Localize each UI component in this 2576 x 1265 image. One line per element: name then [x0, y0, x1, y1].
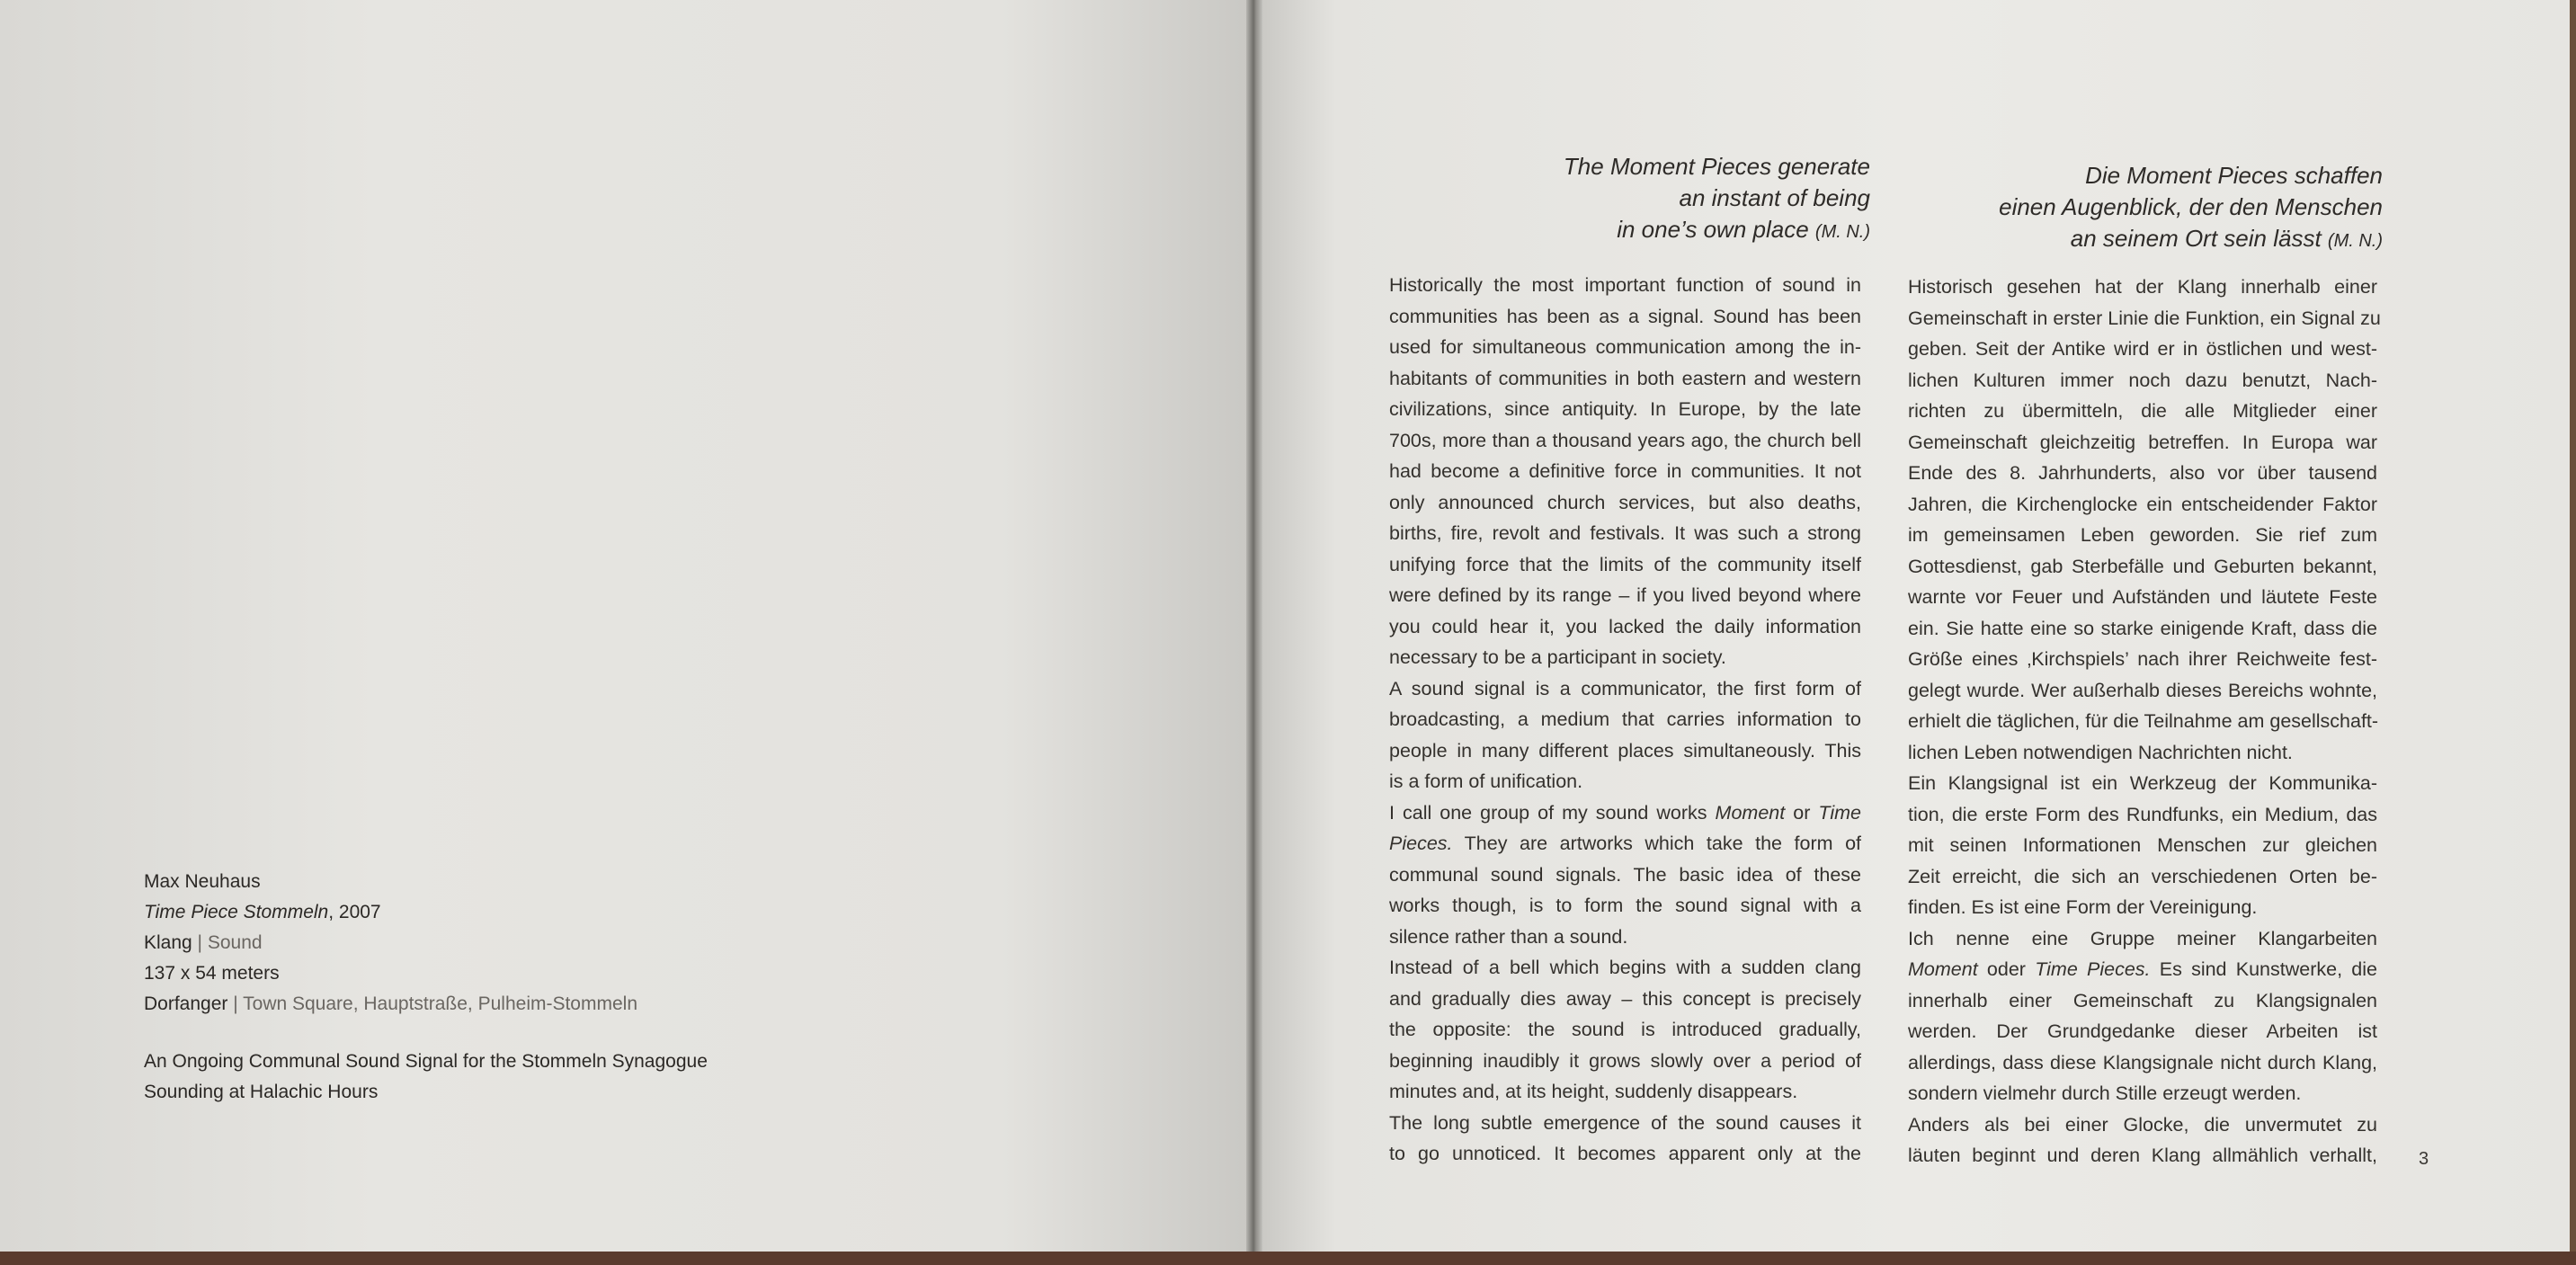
text-line: works though, is to form the sound signal with a	[1389, 895, 1861, 916]
text-line: habitants of communities in both eastern and western	[1389, 367, 1861, 389]
motto-english	[1529, 151, 1870, 248]
text-line: used for simultaneous communication among the in-	[1389, 336, 1861, 358]
motto-en-line: an instant of being	[1679, 184, 1870, 211]
english-text-column	[1389, 270, 1861, 1170]
text-line: erhielt die täglichen, für die Teilnahme am gesellschaft-	[1908, 710, 2379, 732]
text-line: broadcasting, a medium that carries information to	[1389, 708, 1861, 730]
motto-de-text: an seinem Ort sein lässt	[2070, 225, 2322, 252]
text-line-mixed	[1389, 797, 1861, 829]
motto-de-line-3	[1933, 223, 2383, 257]
motto-de-line: einen Augenblick, der den Menschen	[1999, 193, 2383, 220]
text-line: were defined by its range – if you lived beyond where	[1389, 584, 1861, 606]
text-line: births, fire, revolt and festivals. It was such a strong	[1389, 522, 1861, 544]
text-line: civilizations, since antiquity. In Europe, by the late	[1389, 398, 1861, 420]
text-line: geben. Seit der Antike wird er in östlichen und west-	[1908, 338, 2377, 360]
location-en: Town Square, Hauptstraße, Pulheim-Stommeln	[243, 993, 637, 1014]
german-text-column	[1908, 272, 2381, 1171]
location-de: Dorfanger	[144, 993, 228, 1014]
text-line: Jahren, die Kirchenglocke ein entscheidender Faktor	[1908, 493, 2377, 515]
text-line: Ende des 8. Jahrhunderts, also vor über tausend	[1908, 462, 2377, 484]
medium-separator: |	[192, 932, 208, 953]
text-line: communities has been as a signal. Sound has been	[1389, 305, 1861, 327]
text-line: Ein Klangsignal ist ein Werkzeug der Kommunika-	[1908, 772, 2377, 794]
text-line: communal sound signals. The basic idea of these	[1389, 863, 1861, 886]
subtitle-line-1: An Ongoing Communal Sound Signal for the Stommeln Synagogue	[144, 1051, 708, 1072]
text-line: Instead of a bell which begins with a sudden clang	[1389, 957, 1861, 978]
text-line: and gradually dies away – this concept is precisely	[1389, 987, 1861, 1010]
text-line: gelegt wurde. Wer außerhalb dieses Bereichs wohnte,	[1908, 679, 2377, 701]
dimensions: 137 x 54 meters	[144, 963, 280, 984]
text-segment: oder	[1986, 958, 2026, 980]
text-line: unifying force that the limits of the community itself	[1389, 553, 1861, 575]
text-line: Gemeinschaft in erster Linie die Funktion, ein Signal zu	[1908, 307, 2381, 329]
medium-line	[144, 928, 827, 958]
text-line: richten zu übermitteln, die alle Mitglieder einer	[1908, 400, 2377, 422]
text-line: warnte vor Feuer und Aufständen und läutete Feste	[1908, 586, 2377, 608]
text-line: werden. Der Grundgedanke dieser Arbeiten ist	[1908, 1020, 2377, 1042]
text-line: im gemeinsamen Leben geworden. Sie rief zum	[1908, 524, 2377, 546]
text-emphasis: Time	[1818, 801, 1861, 824]
text-line: you could hear it, you lacked the daily information	[1389, 615, 1861, 637]
work-credits	[144, 867, 827, 1108]
work-title: Time Piece Stommeln	[144, 902, 329, 922]
motto-german	[1933, 160, 2383, 257]
text-line: läuten beginnt und deren Klang allmählich verhallt,	[1908, 1145, 2377, 1166]
text-line: The long subtle emergence of the sound causes it	[1389, 1111, 1861, 1134]
text-line: mit seinen Informationen Menschen zur gleichen	[1908, 834, 2377, 856]
page-number: 3	[2419, 1149, 2429, 1169]
text-line: Historisch gesehen hat der Klang innerhalb einer	[1908, 276, 2377, 298]
text-emphasis: Pieces.	[1389, 833, 1453, 854]
text-line: Anders als bei einer Glocke, die unvermutet zu	[1908, 1113, 2377, 1136]
text-line: sondern vielmehr durch Stille erzeugt werden.	[1908, 1082, 2302, 1104]
text-emphasis: Moment	[1715, 801, 1786, 824]
motto-de-line: Die Moment Pieces schaffen	[2085, 162, 2383, 189]
text-line: lichen Leben notwendigen Nachrichten nicht.	[1908, 741, 2293, 763]
text-line: Gemeinschaft gleichzeitig betreffen. In Europa war	[1908, 431, 2377, 453]
text-line: necessary to be a participant in society.	[1389, 646, 1726, 668]
text-segment: Es sind Kunstwerke, die	[2159, 958, 2377, 980]
motto-en-line-3	[1529, 214, 1870, 248]
medium-en: Sound	[207, 932, 263, 953]
location-separator: |	[227, 993, 244, 1014]
text-line: Ich nenne eine Gruppe meiner Klangarbeiten	[1908, 927, 2377, 949]
table-surface	[0, 1252, 2576, 1265]
text-line: ein. Sie hatte eine so starke einigende Kraft, dass die	[1908, 617, 2377, 639]
text-emphasis: Time Pieces.	[2035, 958, 2151, 980]
text-line: beginning inaudibly it grows slowly over a period of	[1389, 1049, 1861, 1072]
text-line: finden. Es ist eine Form der Vereinigung.	[1908, 896, 2258, 918]
text-line: tion, die erste Form des Rundfunks, ein Medium, das	[1908, 803, 2377, 825]
text-emphasis: Moment	[1908, 958, 1978, 980]
work-title-line	[144, 897, 827, 928]
motto-en-line: The Moment Pieces generate	[1563, 153, 1870, 180]
text-line: innerhalb einer Gemeinschaft zu Klangsignalen	[1908, 989, 2377, 1011]
text-line: Größe eines ‚Kirchspiels’ nach ihrer Reichweite fest-	[1908, 648, 2377, 670]
location-line	[144, 989, 827, 1020]
text-line: people in many different places simultaneously. This	[1389, 739, 1861, 762]
text-line: Zeit erreicht, die sich an verschiedenen Orten be-	[1908, 865, 2377, 887]
text-line: allerdings, dass diese Klangsignale nicht durch Klang,	[1908, 1051, 2377, 1073]
subtitle-line-2: Sounding at Halachic Hours	[144, 1082, 379, 1102]
text-line: only announced church services, but also deaths,	[1389, 491, 1861, 513]
motto-de-initials: (M. N.)	[2327, 231, 2383, 251]
text-line: 700s, more than a thousand years ago, the church bell	[1389, 429, 1861, 451]
text-line: minutes and, at its height, suddenly disappears.	[1389, 1081, 1798, 1102]
text-line: lichen Kulturen immer noch dazu benutzt, Nach-	[1908, 369, 2377, 391]
text-line: the opposite: the sound is introduced gradually,	[1389, 1019, 1861, 1040]
text-line-mixed	[1908, 954, 2377, 985]
work-year: , 2007	[328, 902, 381, 922]
binding-gutter	[1246, 0, 1262, 1265]
text-line: silence rather than a sound.	[1389, 925, 1628, 948]
motto-en-text: in one’s own place	[1617, 216, 1809, 243]
text-line: A sound signal is a communicator, the first form of	[1389, 677, 1861, 699]
text-line: is a form of unification.	[1389, 771, 1583, 792]
text-line: Gottesdienst, gab Sterbefälle und Geburten bekannt,	[1908, 555, 2377, 577]
text-segment: I call one group of my sound works	[1389, 801, 1707, 824]
text-segment: They are artworks which take the form of	[1464, 833, 1861, 854]
text-segment: or	[1793, 801, 1811, 824]
motto-en-initials: (M. N.)	[1814, 222, 1870, 242]
text-line: Historically the most important function of sound in	[1389, 274, 1861, 296]
text-line: had become a definitive force in communities. It not	[1389, 460, 1861, 482]
text-line-mixed	[1389, 828, 1861, 860]
text-line: to go unnoticed. It becomes apparent only at the	[1389, 1143, 1861, 1164]
artist-name: Max Neuhaus	[144, 871, 261, 892]
medium-de: Klang	[144, 932, 192, 953]
table-edge	[2570, 0, 2576, 1265]
